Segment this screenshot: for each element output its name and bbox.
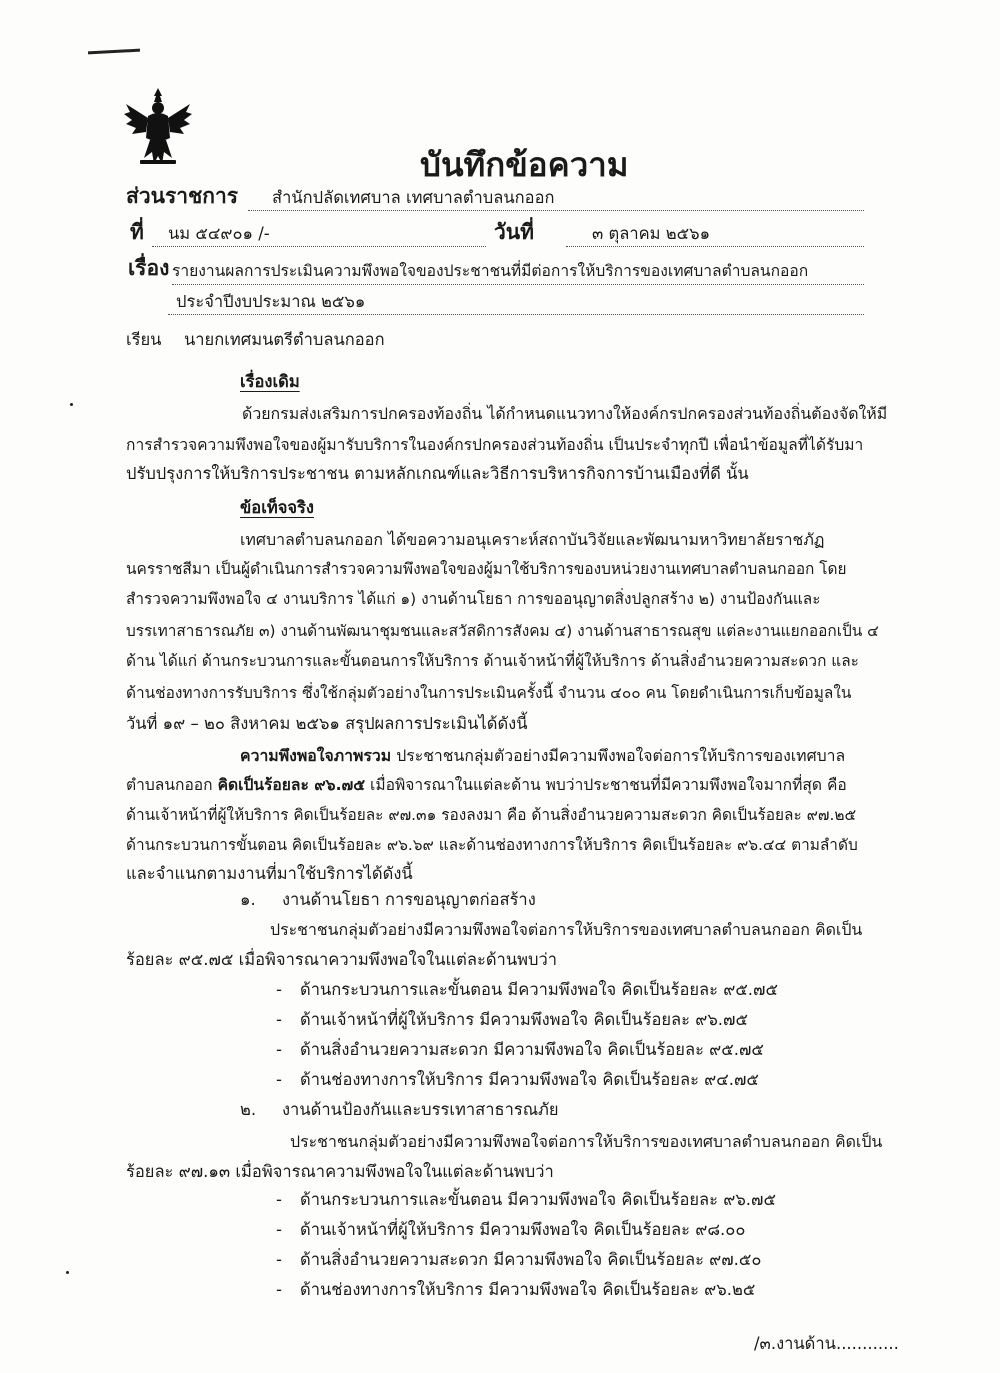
overall-line-2 — [126, 778, 847, 794]
background-heading: เรื่องเดิม — [240, 372, 300, 391]
body-line: และจำแนกตามงานที่มาใช้บริการได้ดังนี้ — [126, 864, 413, 883]
ref-value: นม ๕๔๙๐๑ /- — [168, 224, 270, 243]
list-item: ด้านเจ้าหน้าที่ผู้ให้บริการ มีความพึงพอใจ คิดเป็นร้อยละ ๙๖.๗๕ — [300, 1010, 748, 1029]
overall-percentage: คิดเป็นร้อยละ ๙๖.๗๕ — [217, 776, 366, 794]
body-line: ปรับปรุงการให้บริการประชาชน ตามหลักเกณฑ์และวิธีการบริหารกิจการบ้านเมืองที่ดี นั้น — [126, 464, 749, 483]
memo-title: บันทึกข้อความ — [420, 145, 629, 184]
date-value: ๓ ตุลาคม ๒๕๖๑ — [592, 224, 711, 243]
subject-label: เรื่อง — [128, 256, 170, 280]
body-line: ด้านเจ้าหน้าที่ผู้ให้บริการ คิดเป็นร้อยละ ๙๗.๓๑ รองลงมา คือ ด้านสิ่งอำนวยความสะดวก คิดเป็นร้อยละ ๙๗.๒๕ — [126, 806, 857, 824]
service-title: งานด้านป้องกันและบรรเทาสาธารณภัย — [282, 1100, 559, 1119]
overall-line-1-rest: ประชาชนกลุ่มตัวอย่างมีความพึงพอใจต่อการให้บริการของเทศบาล — [391, 746, 846, 765]
list-bullet: - — [276, 1220, 282, 1239]
subject-line-1: รายงานผลการประเมินความพึงพอใจของประชาชนที่มีต่อการให้บริการของเทศบาลตำบลนกออก — [172, 262, 809, 280]
list-item: ด้านกระบวนการและขั้นตอน มีความพึงพอใจ คิดเป็นร้อยละ ๙๕.๗๕ — [300, 980, 778, 999]
overall-line-2-rest: เมื่อพิจารณาในแต่ละด้าน พบว่าประชาชนที่มีความพึงพอใจมากที่สุด คือ — [365, 776, 847, 794]
list-item: ด้านสิ่งอำนวยความสะดวก มีความพึงพอใจ คิดเป็นร้อยละ ๙๗.๕๐ — [300, 1250, 762, 1269]
scan-mark — [88, 49, 140, 55]
body-line: สำรวจความพึงพอใจ ๔ งานบริการ ได้แก่ ๑) งานด้านโยธา การขออนุญาตสิ่งปลูกสร้าง ๒) งานป้องกันและ — [126, 590, 821, 608]
ref-dotted-line — [152, 246, 486, 247]
service-number: ๑. — [240, 890, 256, 909]
continuation-note: /๓.งานด้าน............ — [754, 1334, 899, 1353]
scan-dot — [66, 1271, 69, 1274]
garuda-emblem-icon — [122, 86, 194, 168]
subject-dotted-line-1 — [172, 284, 864, 285]
list-bullet: - — [276, 1070, 282, 1089]
service-number: ๒. — [240, 1100, 257, 1119]
body-line: ด้วยกรมส่งเสริมการปกครองท้องถิ่น ได้กำหนดแนวทางให้องค์กรปกครองส่วนท้องถิ่นต้องจัดให้มี — [242, 404, 888, 423]
ref-label: ที่ — [130, 220, 144, 244]
list-bullet: - — [276, 980, 282, 999]
body-line: บรรเทาสาธารณภัย ๓) งานด้านพัฒนาชุมชนและสวัสดิการสังคม ๔) งานด้านสาธารณสุข แต่ละงานแยกออกเป็น ๔ — [126, 622, 879, 640]
subject-dotted-line-2 — [168, 314, 864, 315]
body-line: นครราชสีมา เป็นผู้ดำเนินการสำรวจความพึงพอใจของผู้มาใช้บริการของบหน่วยงานเทศบาลตำบลนกออก โดย — [126, 560, 847, 578]
list-item: ด้านเจ้าหน้าที่ผู้ให้บริการ มีความพึงพอใจ คิดเป็นร้อยละ ๙๘.๐๐ — [300, 1220, 746, 1239]
list-bullet: - — [276, 1010, 282, 1029]
list-bullet: - — [276, 1040, 282, 1059]
overall-line-2-start: ตำบลนกออก — [126, 776, 218, 794]
body-line: ด้านกระบวนการขั้นตอน คิดเป็นร้อยละ ๙๖.๖๙ และด้านช่องทางการให้บริการ คิดเป็นร้อยละ ๙๖.๔๔ ตามลำดับ — [126, 836, 858, 854]
date-dotted-line — [566, 246, 864, 247]
agency-value: สำนักปลัดเทศบาล เทศบาลตำบลนกออก — [272, 188, 555, 207]
scan-dot — [70, 403, 73, 406]
list-bullet: - — [276, 1280, 282, 1299]
body-line: ด้านช่องทางการรับบริการ ซึ่งใช้กลุ่มตัวอย่างในการประเมินครั้งนี้ จำนวน ๔๐๐ คน โดยดำเนินการเก็บข้อมูลใน — [126, 684, 852, 702]
list-bullet: - — [276, 1250, 282, 1269]
salutation-label: เรียน — [126, 330, 162, 349]
service-summary-line-2: ร้อยละ ๙๗.๑๓ เมื่อพิจารณาความพึงพอใจในแต่ละด้านพบว่า — [126, 1162, 554, 1181]
agency-label: ส่วนราชการ — [126, 184, 239, 208]
list-item: ด้านกระบวนการและขั้นตอน มีความพึงพอใจ คิดเป็นร้อยละ ๙๖.๗๕ — [300, 1190, 776, 1209]
body-line: เทศบาลตำบลนกออก ได้ขอความอนุเคราะห์สถาบันวิจัยและพัฒนามหาวิทยาลัยราชภัฏ — [240, 530, 825, 549]
salutation-recipient: นายกเทศมนตรีตำบลนกออก — [184, 330, 385, 349]
date-label: วันที่ — [494, 220, 534, 244]
body-line: การสำรวจความพึงพอใจของผู้มารับบริการในองค์กรปกครองส่วนท้องถิ่น เป็นประจำทุกปี เพื่อนำข้อมูลที่ได้รับมา — [126, 436, 864, 454]
body-line: ด้าน ได้แก่ ด้านกระบวนการและขั้นตอนการให้บริการ ด้านเจ้าหน้าที่ผู้ให้บริการ ด้านสิ่งอำนวยความสะดวก และ — [126, 652, 859, 670]
body-line: วันที่ ๑๙ – ๒๐ สิงหาคม ๒๕๖๑ สรุปผลการประเมินได้ดังนี้ — [126, 714, 528, 733]
agency-dotted-line — [248, 210, 864, 211]
list-item: ด้านช่องทางการให้บริการ มีความพึงพอใจ คิดเป็นร้อยละ ๙๔.๗๕ — [300, 1070, 759, 1089]
list-item: ด้านสิ่งอำนวยความสะดวก มีความพึงพอใจ คิดเป็นร้อยละ ๙๕.๗๕ — [300, 1040, 764, 1059]
overall-line-1 — [240, 748, 845, 764]
service-summary-line-1: ประชาชนกลุ่มตัวอย่างมีความพึงพอใจต่อการให้บริการของเทศบาลตำบลนกออก คิดเป็น — [290, 1132, 883, 1151]
list-bullet: - — [276, 1190, 282, 1209]
service-summary-line-2: ร้อยละ ๙๕.๗๕ เมื่อพิจารณาความพึงพอใจในแต่ละด้านพบว่า — [126, 950, 557, 969]
facts-heading: ข้อเท็จจริง — [240, 498, 314, 517]
list-item: ด้านช่องทางการให้บริการ มีความพึงพอใจ คิดเป็นร้อยละ ๙๖.๒๕ — [300, 1280, 756, 1299]
overall-bold-lead: ความพึงพอใจภาพรวม — [240, 746, 392, 765]
service-summary-line-1: ประชาชนกลุ่มตัวอย่างมีความพึงพอใจต่อการให้บริการของเทศบาลตำบลนกออก คิดเป็น — [270, 920, 863, 939]
subject-line-2: ประจำปีงบประมาณ ๒๕๖๑ — [176, 292, 366, 311]
service-title: งานด้านโยธา การขอนุญาตก่อสร้าง — [282, 890, 536, 909]
